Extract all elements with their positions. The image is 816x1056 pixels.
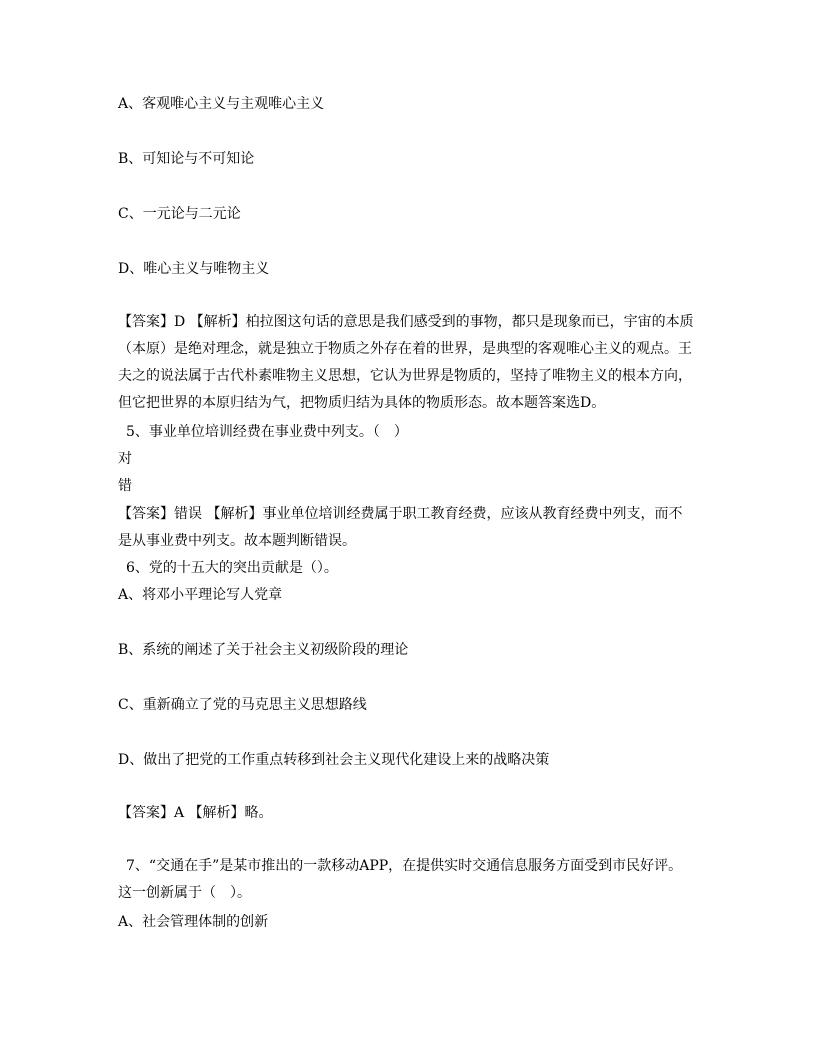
q5-answer-line-1: 【答案】错误 【解析】事业单位培训经费属于职工教育经费，应该从教育经费中列支，而不 — [118, 506, 683, 522]
q5-answer — [118, 501, 696, 555]
q4-answer-line-1: 【答案】D 【解析】柏拉图这句话的意思是我们感受到的事物，都只是现象而已，宇宙的本质 — [118, 314, 694, 330]
q4-option-a: A、客观唯心主义与主观唯心主义 — [118, 96, 325, 112]
q4-option-d: D、唯心主义与唯物主义 — [118, 261, 270, 277]
q4-answer-line-2: （本原）是绝对理念，就是独立于物质之外存在着的世界，是典型的客观唯心主义的观点。王 — [118, 341, 692, 357]
q6-option-b: B、系统的阐述了关于社会主义初级阶段的理论 — [118, 642, 409, 658]
q4-answer — [118, 309, 696, 417]
q6-answer: 【答案】A 【解析】略。 — [118, 805, 273, 821]
q7-question-line-2: 这一创新属于（ ）。 — [118, 885, 251, 901]
q7-question-line-1: 7、“交通在手”是某市推出的一款移动APP，在提供实时交通信息服务方面受到市民好评。 — [126, 858, 683, 874]
q4-answer-line-4: 但它把世界的本原归结为气，把物质归结为具体的物质形态。故本题答案选D。 — [118, 395, 606, 411]
q7-option-a: A、社会管理体制的创新 — [118, 914, 269, 930]
q4-option-b: B、可知论与不可知论 — [118, 151, 255, 167]
q4-option-c: C、一元论与二元论 — [118, 206, 241, 222]
q5-answer-line-2: 是从事业费中列支。故本题判断错误。 — [118, 533, 356, 549]
q6-option-a: A、将邓小平理论写人党章 — [118, 587, 283, 603]
q5-question: 5、事业单位培训经费在事业费中列支。（ ） — [126, 424, 408, 440]
q5-option-true: 对 — [118, 451, 132, 467]
q4-answer-line-3: 夫之的说法属于古代朴素唯物主义思想，它认为世界是物质的，坚持了唯物主义的根本方向， — [118, 368, 692, 384]
q6-option-d: D、做出了把党的工作重点转移到社会主义现代化建设上来的战略决策 — [118, 752, 550, 768]
q6-option-c: C、重新确立了党的马克思主义思想路线 — [118, 697, 367, 713]
q5-option-false: 错 — [118, 478, 132, 494]
q7-question — [118, 853, 696, 907]
q6-question: 6、党的十五大的突出贡献是（）。 — [126, 560, 338, 576]
